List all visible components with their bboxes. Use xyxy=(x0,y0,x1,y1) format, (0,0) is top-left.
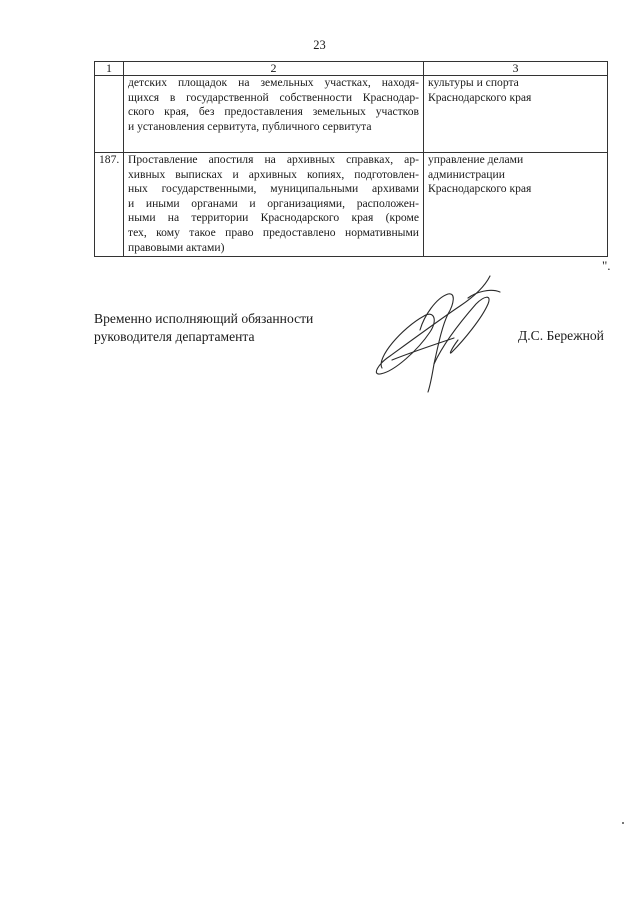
table-row xyxy=(95,76,608,153)
signatory-title-line: руководителя департамента xyxy=(94,329,255,344)
responsible-line: Краснодарского края xyxy=(428,90,532,104)
description-line: хивных выписках и архивных копиях, подготовлен- xyxy=(128,167,419,181)
column-header: 1 xyxy=(95,62,124,76)
handwritten-signature xyxy=(372,268,512,398)
description-line: ского края, без предоставления земельных участков xyxy=(128,105,419,119)
scan-artifact xyxy=(622,822,624,824)
services-table xyxy=(94,61,608,257)
description-line: детских площадок на земельных участках, находя- xyxy=(128,76,419,89)
responsible-line: управление делами xyxy=(428,153,524,166)
description-line: Проставление апостиля на архивных справках, ар- xyxy=(128,153,419,166)
signatory-title xyxy=(94,310,313,346)
description-line: ными на территории Краснодарского края (кроме xyxy=(128,211,419,225)
column-header: 2 xyxy=(124,62,424,76)
responsible-line: администрации xyxy=(428,167,505,181)
responsible-line: культуры и спорта xyxy=(428,76,519,89)
row-number: 187. xyxy=(95,153,124,257)
description-line: тех, кому такое право предоставлено нормативными xyxy=(128,225,419,239)
responsible-body xyxy=(424,76,608,153)
description-line: щихся в государственной собственности Краснодар- xyxy=(128,90,419,104)
description-line: правовыми актами) xyxy=(128,240,225,254)
description-line: ных государственными, муниципальными архивами xyxy=(128,182,419,196)
row-number xyxy=(95,76,124,153)
signer-name: Д.С. Бережной xyxy=(518,328,604,343)
signatory-title-line: Временно исполняющий обязанности xyxy=(94,311,314,326)
service-description xyxy=(124,153,424,257)
responsible-body xyxy=(424,153,608,257)
description-line: и установления сервитута, публичного сервитута xyxy=(128,119,372,133)
description-line: и иными органами и организациями, расположен- xyxy=(128,196,419,210)
table-header-row xyxy=(95,62,608,76)
responsible-line: Краснодарского края xyxy=(428,182,532,196)
column-header: 3 xyxy=(424,62,608,76)
service-description xyxy=(124,76,424,153)
page-number: 23 xyxy=(313,38,326,52)
table-row xyxy=(95,153,608,257)
closing-quote: ". xyxy=(602,258,611,273)
